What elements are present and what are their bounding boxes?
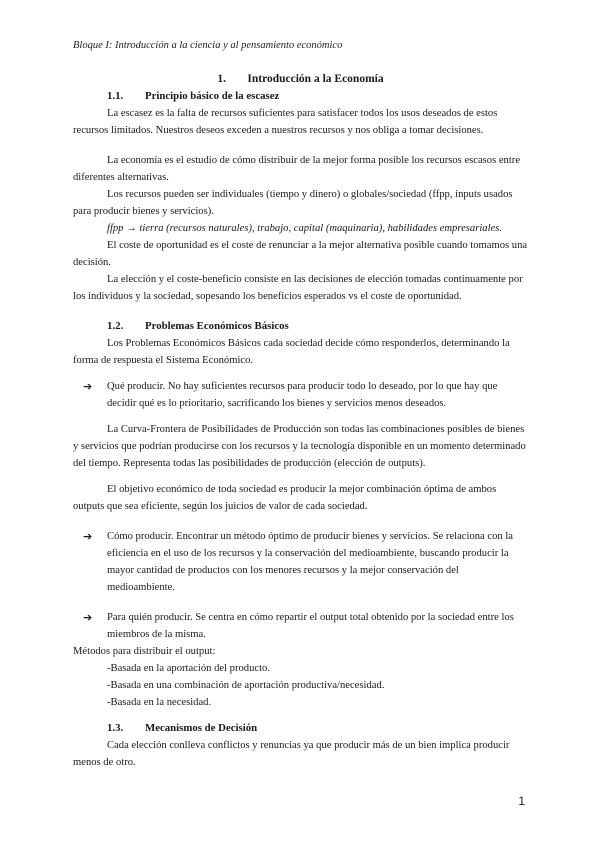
method-item: -Basada en una combinación de aportación productiva/necesidad. (107, 680, 385, 691)
subsection-title-text: Principio básico de la escasez (145, 90, 280, 102)
subsection-title-text: Mecanismos de Decisión (145, 722, 258, 734)
subsection-title (73, 318, 528, 335)
paragraph: La economía es el estudio de cómo distribuir de la mejor forma posible los recursos escasos entre diferentes alternativas. (73, 155, 521, 183)
page-content (73, 70, 528, 771)
subsection-number: 1.1. (107, 90, 124, 102)
paragraph: Los recursos pueden ser individuales (tiempo y dinero) o globales/sociedad (ffpp, inputs usados para producir bienes y servicios). (73, 189, 513, 217)
bullet-item (73, 378, 528, 412)
subsection-title (73, 88, 528, 105)
method-item: -Basada en la necesidad. (107, 697, 212, 708)
paragraph: La Curva-Frontera de Posibilidades de Producción son todas las combinaciones posibles de bienes y servicios que podrían producirse con los recursos y la tecnología disponible en un momento determinado del tiempo. Representa todas las posibilidades de producción (elección de outputs). (73, 424, 526, 469)
bullet-text: Qué producir. No hay suficientes recursos para producir todo lo deseado, por lo que hay que decidir qué es lo prioritario, sacrificando los bienes y servicios menos deseados. (107, 381, 498, 409)
paragraph: La elección y el coste-beneficio consiste en las decisiones de elección tomadas continuamente por los individuos y la sociedad, sopesando los beneficios esperados vs el coste de oportunidad. (73, 274, 523, 302)
bullet-item (73, 528, 528, 596)
subsection-number: 1.2. (107, 320, 124, 332)
section-title (73, 70, 528, 88)
arrow-icon: ➔ (83, 530, 93, 543)
subsection-title (73, 720, 528, 737)
paragraph: La escasez es la falta de recursos suficientes para satisfacer todos los usos deseados de estos recursos limitados. Nuestros deseos exceden a nuestros recursos y nos obliga a tomar decisiones. (73, 108, 498, 136)
paragraph: El coste de oportunidad es el coste de renunciar a la mejor alternativa posible cuando tomamos una decisión. (73, 240, 528, 268)
paragraph: El objetivo económico de toda sociedad es producir la mejor combinación óptima de ambos outputs que sea eficiente, según los juicios de valor de cada sociedad. (73, 484, 497, 512)
bullet-text: Cómo producir. Encontrar un método óptimo de producir bienes y servicios. Se relaciona con la eficiencia en el uso de los recursos y la conservación del medioambiente, buscando producir la mayor cantidad de productos con los menores recursos y la mejor conservación del medioambiente. (107, 531, 513, 593)
method-item: -Basada en la aportación del producto. (107, 663, 270, 674)
arrow-icon: ➔ (83, 611, 93, 624)
methods-title: Métodos para distribuir el output: (73, 646, 216, 657)
section-title-text: Introducción a la Economía (247, 73, 384, 85)
section-number: 1. (217, 73, 227, 85)
paragraph: Los Problemas Económicos Básicos cada sociedad decide cómo responderlos, determinando la forma de respuesta el Sistema Económico. (73, 338, 510, 366)
subsection-title-text: Problemas Económicos Básicos (145, 320, 289, 332)
running-header: Bloque I: Introducción a la ciencia y al pensamiento económico (73, 40, 343, 51)
bullet-item (73, 609, 528, 643)
subsection-number: 1.3. (107, 722, 124, 734)
arrow-icon: ➔ (83, 380, 93, 393)
bullet-text: Para quién producir. Se centra en cómo repartir el output total obtenido por la sociedad entre los miembros de la misma. (107, 612, 514, 640)
paragraph-ffpp: ffpp → tierra (recursos naturales), trabajo, capital (maquinaria), habilidades empresariales. (107, 223, 502, 234)
paragraph: Cada elección conlleva conflictos y renuncias ya que producir más de un bien implica producir menos de otro. (73, 740, 510, 768)
page-number: 1 (518, 794, 525, 808)
